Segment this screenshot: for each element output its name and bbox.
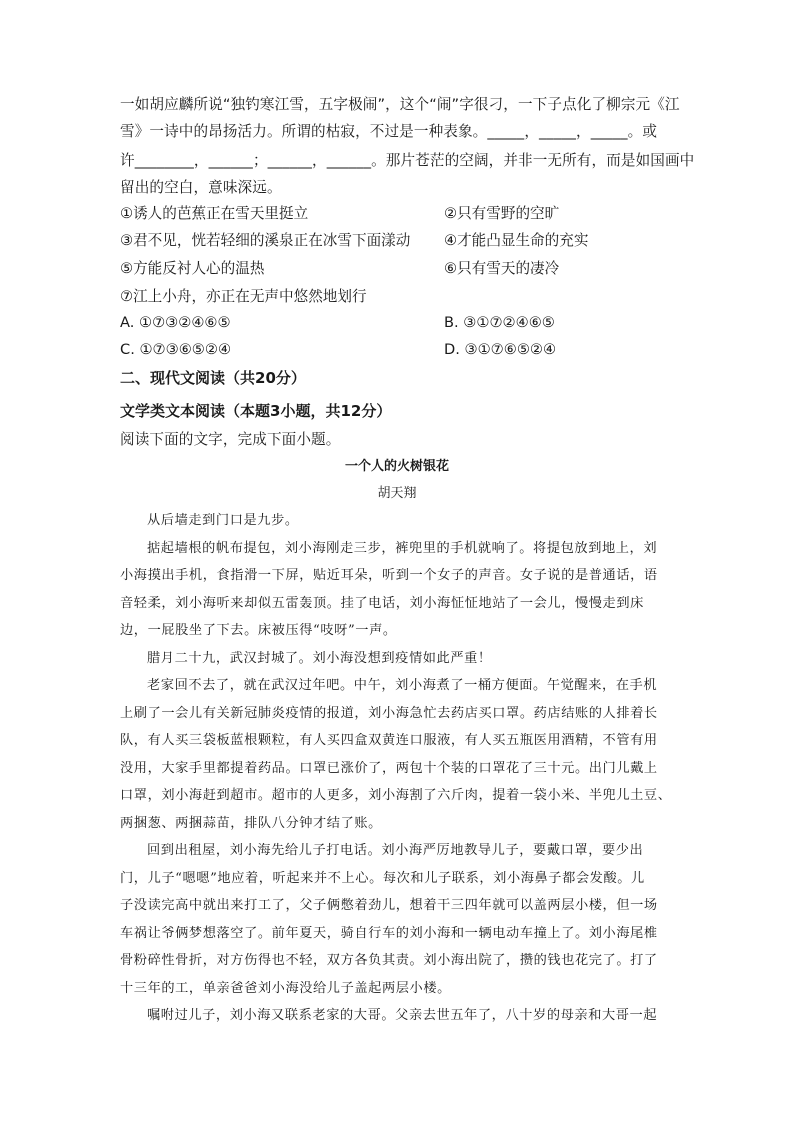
sentence-item: ④才能凸显生命的充实 [444,232,589,249]
answer-option-b: B. ③①⑦②④⑥⑤ [444,314,555,331]
story-line: 边，一屁股坐了下去。床被压得“吱呀”一声。 [120,623,397,638]
sentence-item: ⑤方能反衬人心的温热 [120,260,265,277]
answer-option-a: A. ①⑦③②④⑥⑤ [120,314,231,331]
reading-instruction: 阅读下面的文字，完成下面小题。 [120,431,341,448]
story-line: 小海摸出手机，食指滑一下屏，贴近耳朵，听到一个女子的声音。女子说的是普通话，语 [120,568,658,583]
story-line: 十三年的工，单亲爸爸刘小海没给儿子盖起两层小楼。 [120,981,451,996]
sentence-item: ①诱人的芭蕉正在雪天里挺立 [120,205,309,222]
story-line: 两捆葱、两捆蒜苗，排队八分钟才结了账。 [120,816,382,831]
story-line: 音轻柔，刘小海听来却似五雷轰顶。挂了电话，刘小海怔怔地站了一会儿，慢慢走到床 [120,596,644,611]
answer-option-d: D. ③①⑦⑥⑤②④ [444,341,557,358]
story-line: 回到出租屋，刘小海先给儿子打电话。刘小海严厉地教导儿子，要戴口罩，要少出 [147,843,644,858]
story-line: 骨粉碎性骨折，对方伤得也不轻，双方各负其责。刘小海出院了，攒的钱也花完了。打了 [120,953,658,968]
story-line: 腊月二十九，武汉封城了。刘小海没想到疫情如此严重！ [147,651,492,666]
story-author: 胡天翔 [377,486,417,501]
sentence-item: ②只有雪野的空旷 [444,205,560,222]
sentence-item: ⑦江上小舟，亦正在无声中悠然地划行 [120,288,367,305]
story-line: 老家回不去了，就在武汉过年吧。中午，刘小海煮了一桶方便面。午觉醒来，在手机 [147,678,658,693]
story-line: 门，儿子“嗯嗯”地应着，听起来并不上心。每次和儿子联系，刘小海鼻子都会发酸。儿 [120,871,645,886]
story-line: 嘱咐过儿子，刘小海又联系老家的大哥。父亲去世五年了，八十岁的母亲和大哥一起 [147,1008,658,1023]
story-line: 子没读完高中就出来打工了，父子俩憋着劲儿，想着干三四年就可以盖两层小楼，但一场 [120,898,658,913]
story-line: 车祸让爷俩梦想落空了。前年夏天，骑自行车的刘小海和一辆电动车撞上了。刘小海尾椎 [120,926,658,941]
question-line: 留出的空白，意味深远。 [120,179,282,196]
story-line: 口罩，刘小海赶到超市。超市的人更多，刘小海割了六斤肉，提着一袋小米、半兜儿土豆、 [120,788,672,803]
question-line: 一如胡应麟所说“独钓寒江雪，五字极闹”，这个“闹”字很刁，一下子点化了柳宗元《江 [120,96,680,113]
question-line: 雪》一诗中的昂扬活力。所谓的枯寂，不过是一种表象。_____，_____，_____。或 [120,123,658,140]
story-line: 没用，大家手里都提着药品。口罩已涨价了，两包十个装的口罩花了三十元。出门儿戴上 [120,761,658,776]
sentence-item: ⑥只有雪天的凄冷 [444,260,560,277]
question-line: 许________，______；______，______。那片苍茫的空阔，并非一无所有，而是如国画中 [120,152,695,169]
section-subheading: 文学类文本阅读（本题3小题，共12分） [120,402,392,420]
story-title: 一个人的火树银花 [344,459,449,474]
story-line: 队，有人买三袋板蓝根颗粒，有人买四盒双黄连口服液，有人买五瓶医用酒精，不管有用 [120,733,658,748]
story-line: 上刷了一会儿有关新冠肺炎疫情的报道，刘小海急忙去药店买口罩。药店结账的人排着长 [120,706,658,721]
section-heading: 二、现代文阅读（共20分） [120,369,306,387]
story-line: 从后墙走到门口是九步。 [147,513,299,528]
story-line: 掂起墙根的帆布提包，刘小海刚走三步，裤兜里的手机就响了。将提包放到地上，刘 [147,541,658,556]
answer-option-c: C. ①⑦③⑥⑤②④ [120,341,232,358]
sentence-item: ③君不见，恍若轻细的溪泉正在冰雪下面漾动 [120,232,411,249]
